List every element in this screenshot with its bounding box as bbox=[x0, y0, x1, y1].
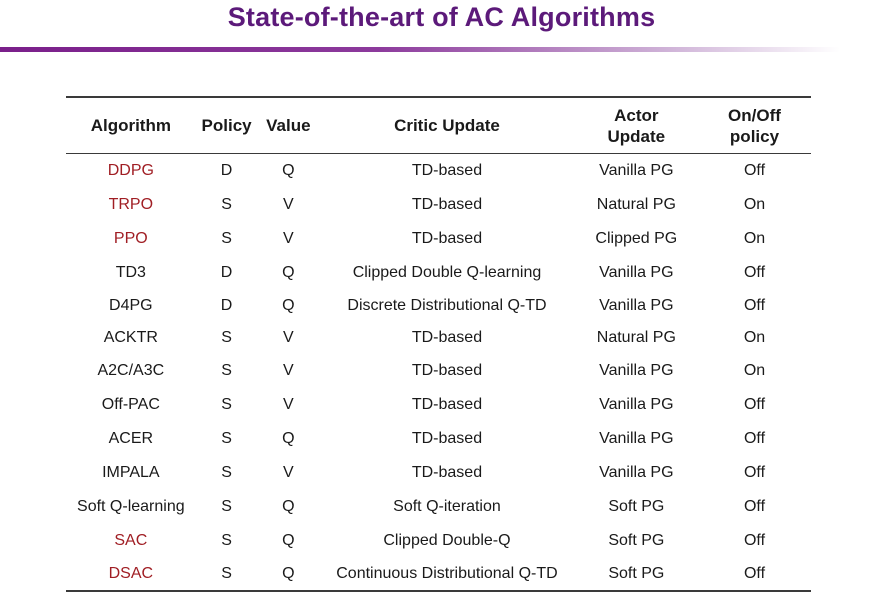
table-body bbox=[66, 154, 811, 591]
cell-on-off: Off bbox=[743, 395, 766, 413]
cell-value: Q bbox=[282, 497, 295, 515]
cell-algorithm: A2C/A3C bbox=[97, 361, 165, 379]
cell-policy: S bbox=[221, 395, 232, 413]
header-on-off-policy bbox=[698, 97, 811, 154]
header-critic-update: Critic Update bbox=[394, 116, 500, 135]
table-row bbox=[66, 524, 811, 558]
table-row bbox=[66, 558, 811, 591]
header-actor-line2: Update bbox=[607, 126, 666, 146]
cell-value: V bbox=[283, 361, 294, 379]
cell-policy: S bbox=[221, 531, 232, 549]
table-row bbox=[66, 354, 811, 388]
table-row bbox=[66, 388, 811, 422]
algorithms-table bbox=[66, 96, 811, 592]
cell-critic-update: Discrete Distributional Q-TD bbox=[347, 296, 547, 314]
cell-algorithm: D4PG bbox=[109, 296, 153, 314]
cell-algorithm: ACER bbox=[108, 429, 154, 447]
cell-actor-update: Vanilla PG bbox=[599, 161, 674, 179]
cell-value: Q bbox=[282, 161, 295, 179]
header-actor-line1: Actor bbox=[614, 105, 659, 125]
cell-policy: S bbox=[221, 195, 232, 213]
cell-policy: S bbox=[221, 229, 232, 247]
table-row bbox=[66, 422, 811, 456]
cell-actor-update: Vanilla PG bbox=[599, 361, 674, 379]
table-row bbox=[66, 490, 811, 524]
header-actor-update bbox=[575, 97, 698, 154]
cell-value: V bbox=[283, 195, 294, 213]
cell-actor-update: Vanilla PG bbox=[599, 463, 674, 481]
table-row bbox=[66, 154, 811, 188]
cell-policy: D bbox=[220, 263, 233, 281]
cell-algorithm: IMPALA bbox=[102, 463, 160, 481]
cell-algorithm: DDPG bbox=[107, 161, 154, 179]
cell-value: Q bbox=[282, 564, 295, 582]
cell-on-off: Off bbox=[743, 296, 766, 314]
cell-on-off: Off bbox=[743, 564, 766, 582]
cell-critic-update: TD-based bbox=[411, 328, 483, 346]
cell-policy: S bbox=[221, 361, 232, 379]
cell-actor-update: Natural PG bbox=[596, 195, 676, 213]
cell-actor-update: Soft PG bbox=[608, 564, 665, 582]
table-row bbox=[66, 188, 811, 222]
header-value: Value bbox=[266, 116, 311, 135]
cell-critic-update: Continuous Distributional Q-TD bbox=[336, 564, 558, 582]
table-row bbox=[66, 456, 811, 490]
cell-algorithm: SAC bbox=[114, 531, 148, 549]
title-underline bbox=[0, 47, 840, 52]
cell-actor-update: Vanilla PG bbox=[599, 429, 674, 447]
table-row bbox=[66, 322, 811, 354]
cell-value: Q bbox=[282, 429, 295, 447]
cell-value: V bbox=[283, 328, 294, 346]
cell-on-off: On bbox=[743, 361, 766, 379]
cell-critic-update: TD-based bbox=[411, 429, 483, 447]
cell-policy: S bbox=[221, 497, 232, 515]
header-onoff-line1: On/Off bbox=[728, 105, 781, 125]
cell-algorithm: PPO bbox=[113, 229, 148, 247]
cell-critic-update: Soft Q-iteration bbox=[393, 497, 501, 515]
cell-on-off: Off bbox=[743, 497, 766, 515]
cell-actor-update: Clipped PG bbox=[595, 229, 678, 247]
header-onoff-line2: policy bbox=[729, 126, 780, 146]
cell-policy: S bbox=[221, 429, 232, 447]
cell-algorithm: Soft Q-learning bbox=[77, 497, 185, 515]
table-row bbox=[66, 222, 811, 256]
cell-critic-update: TD-based bbox=[411, 361, 483, 379]
cell-on-off: Off bbox=[743, 263, 766, 281]
cell-actor-update: Vanilla PG bbox=[599, 296, 674, 314]
header-algorithm: Algorithm bbox=[90, 116, 171, 135]
cell-on-off: Off bbox=[743, 531, 766, 549]
cell-critic-update: Clipped Double Q-learning bbox=[352, 263, 542, 281]
cell-on-off: Off bbox=[743, 429, 766, 447]
cell-value: V bbox=[283, 229, 294, 247]
cell-value: Q bbox=[282, 263, 295, 281]
cell-actor-update: Soft PG bbox=[608, 497, 665, 515]
cell-value: Q bbox=[282, 531, 295, 549]
cell-on-off: On bbox=[743, 195, 766, 213]
cell-critic-update: TD-based bbox=[411, 395, 483, 413]
cell-critic-update: TD-based bbox=[411, 161, 483, 179]
cell-critic-update: Clipped Double-Q bbox=[383, 531, 511, 549]
cell-on-off: Off bbox=[743, 161, 766, 179]
cell-policy: S bbox=[221, 564, 232, 582]
cell-value: V bbox=[283, 463, 294, 481]
cell-value: V bbox=[283, 395, 294, 413]
table-row bbox=[66, 290, 811, 322]
cell-algorithm: TD3 bbox=[115, 263, 146, 281]
cell-critic-update: TD-based bbox=[411, 195, 483, 213]
cell-on-off: On bbox=[743, 328, 766, 346]
cell-policy: D bbox=[220, 161, 233, 179]
cell-policy: S bbox=[221, 328, 232, 346]
cell-critic-update: TD-based bbox=[411, 463, 483, 481]
cell-on-off: Off bbox=[743, 463, 766, 481]
header-policy: Policy bbox=[201, 116, 252, 135]
slide-title: State-of-the-art of AC Algorithms bbox=[227, 2, 656, 32]
cell-algorithm: TRPO bbox=[108, 195, 154, 213]
cell-on-off: On bbox=[743, 229, 766, 247]
cell-actor-update: Soft PG bbox=[608, 531, 665, 549]
cell-actor-update: Vanilla PG bbox=[599, 263, 674, 281]
cell-policy: D bbox=[220, 296, 233, 314]
cell-critic-update: TD-based bbox=[411, 229, 483, 247]
table-header-row bbox=[66, 97, 811, 154]
cell-policy: S bbox=[221, 463, 232, 481]
cell-algorithm: ACKTR bbox=[103, 328, 158, 346]
table-row bbox=[66, 256, 811, 290]
cell-algorithm: Off-PAC bbox=[101, 395, 160, 413]
cell-algorithm: DSAC bbox=[108, 564, 154, 582]
cell-value: Q bbox=[282, 296, 295, 314]
cell-actor-update: Vanilla PG bbox=[599, 395, 674, 413]
cell-actor-update: Natural PG bbox=[596, 328, 676, 346]
